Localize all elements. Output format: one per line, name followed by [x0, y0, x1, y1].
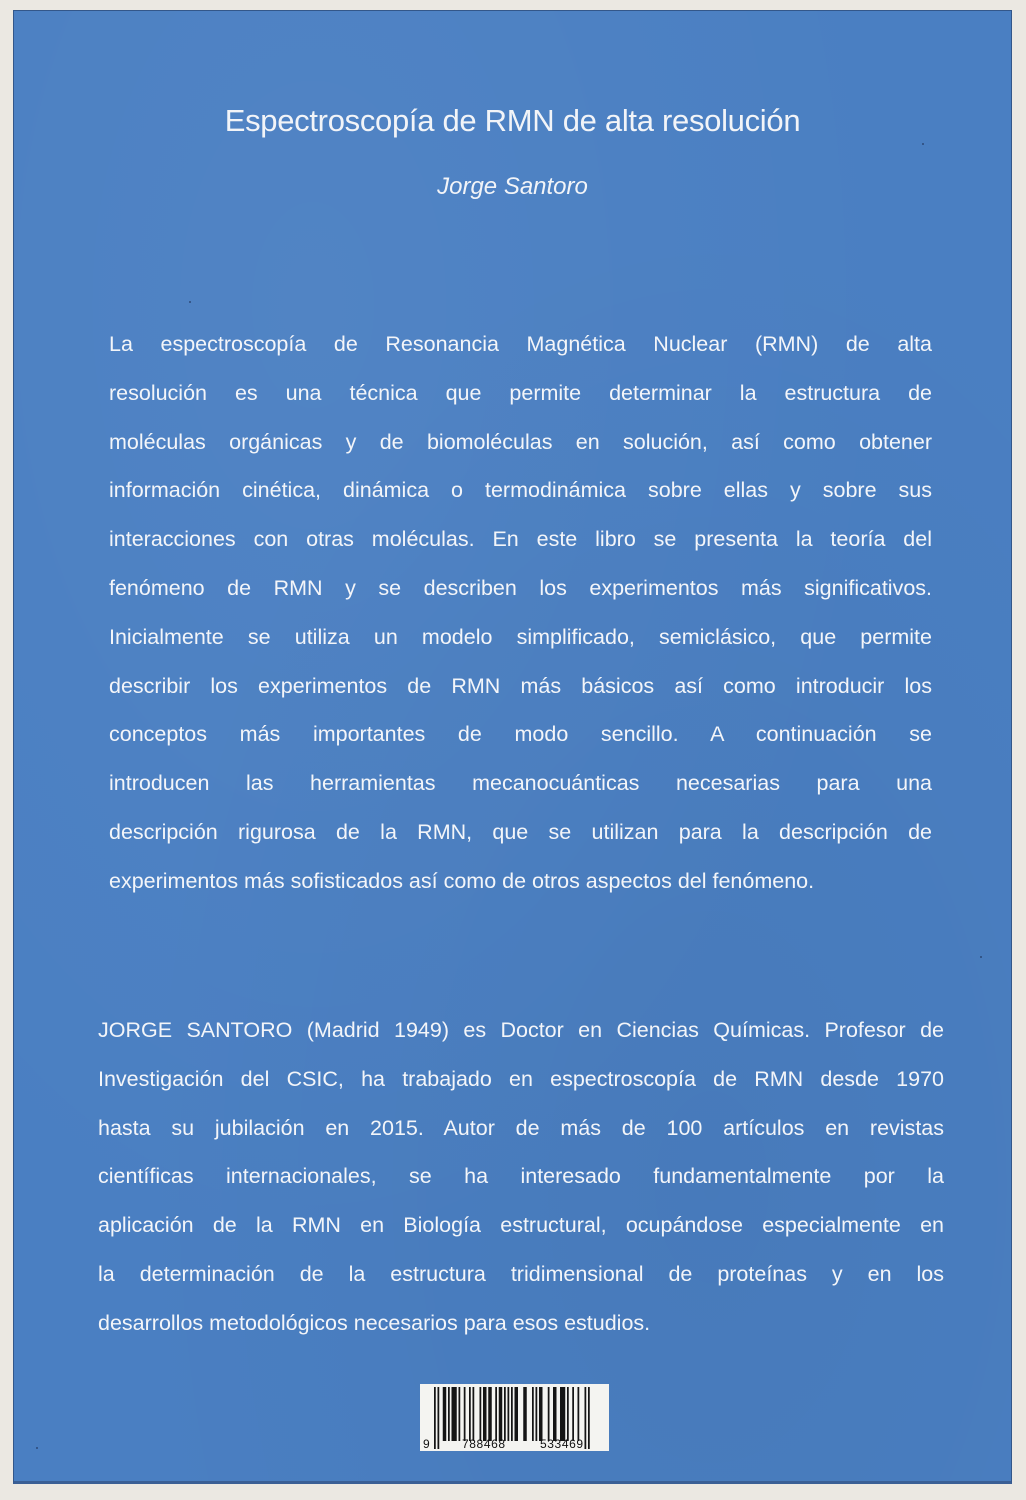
- synopsis-line: experimentos más sofisticados así como de otros aspectos del fenómeno.: [109, 868, 815, 893]
- barcode-bar: [523, 1387, 527, 1441]
- barcode-bar: [443, 1387, 447, 1441]
- bio-line: Investigación del CSIC, ha trabajado en espectroscopía de RMN desde 1970: [98, 1066, 944, 1091]
- barcode-bar: [536, 1387, 538, 1441]
- isbn-barcode: [420, 1384, 609, 1451]
- synopsis-line: interacciones con otras moléculas. En este libro se presenta la teoría del: [109, 527, 932, 552]
- barcode-bar: [473, 1387, 475, 1441]
- barcode-left-digits: 788468: [462, 1437, 506, 1451]
- synopsis-line: información cinética, dinámica o termodinámica sobre ellas y sobre sus: [109, 478, 932, 503]
- barcode-bar: [495, 1387, 497, 1441]
- book-title: Espectroscopía de RMN de alta resolución: [224, 103, 801, 138]
- synopsis-line: describir los experimentos de RMN más básicos así como introducir los: [109, 673, 932, 698]
- barcode-bar: [438, 1387, 440, 1449]
- bio-line: científicas internacionales, se ha interesado fundamentalmente por la: [98, 1164, 944, 1189]
- barcode-bar: [511, 1387, 513, 1441]
- barcode-bar: [434, 1387, 436, 1449]
- bio-line: la determinación de la estructura tridimensional de proteínas y en los: [98, 1261, 944, 1286]
- barcode-bar: [459, 1387, 461, 1441]
- barcode-bar: [588, 1387, 590, 1449]
- barcode-right-digits: 533469: [540, 1437, 584, 1451]
- print-speck: [36, 1447, 38, 1449]
- synopsis-line: moléculas orgánicas y de biomoléculas en solución, así como obtener: [109, 429, 932, 454]
- barcode-bar: [548, 1387, 550, 1441]
- barcode-bar: [448, 1387, 450, 1441]
- barcode-bar: [572, 1387, 574, 1441]
- barcode-bar: [532, 1387, 534, 1441]
- synopsis-line: conceptos más importantes de modo sencillo. A continuación se: [109, 722, 932, 747]
- barcode-bar: [585, 1387, 587, 1449]
- bio-line: aplicación de la RMN en Biología estructural, ocupándose especialmente en: [98, 1213, 944, 1238]
- synopsis-line: resolución es una técnica que permite determinar la estructura de: [109, 380, 932, 405]
- synopsis-line: descripción rigurosa de la RMN, que se utilizan para la descripción de: [109, 819, 932, 844]
- barcode-bar: [504, 1387, 506, 1441]
- synopsis-paragraph: [109, 320, 932, 906]
- author-bio-paragraph: [98, 1006, 944, 1348]
- barcode-bar: [515, 1387, 519, 1441]
- synopsis-line: introducen las herramientas mecanocuánticas necesarias para una: [109, 771, 932, 796]
- barcode-bar: [483, 1387, 487, 1441]
- synopsis-line: Inicialmente se utiliza un modelo simplificado, semiclásico, que permite: [109, 624, 932, 649]
- print-speck: [980, 956, 982, 958]
- bio-line: JORGE SANTORO (Madrid 1949) es Doctor en Ciencias Químicas. Profesor de: [98, 1018, 944, 1042]
- barcode-bar: [539, 1387, 543, 1441]
- barcode-bar: [567, 1387, 569, 1441]
- barcode-bar: [488, 1387, 492, 1441]
- book-author: Jorge Santoro: [437, 173, 588, 200]
- print-speck: [189, 301, 191, 303]
- barcode-bar: [464, 1387, 466, 1441]
- bio-line: desarrollos metodológicos necesarios para esos estudios.: [98, 1310, 651, 1335]
- barcode-bar: [560, 1387, 565, 1441]
- barcode-bar: [480, 1387, 482, 1441]
- synopsis-line: La espectroscopía de Resonancia Magnética Nuclear (RMN) de alta: [109, 332, 932, 356]
- bio-line: hasta su jubilación en 2015. Autor de más de 100 artículos en revistas: [98, 1115, 944, 1140]
- book-back-cover: [13, 10, 1012, 1484]
- barcode-first-digit: 9: [423, 1437, 430, 1451]
- barcode-bar: [578, 1387, 580, 1441]
- barcode-bar: [499, 1387, 503, 1441]
- barcode-bar: [452, 1387, 457, 1441]
- barcode-bar: [508, 1387, 510, 1441]
- barcode-bar: [553, 1387, 557, 1441]
- barcode-bar: [469, 1387, 471, 1441]
- synopsis-line: fenómeno de RMN y se describen los experimentos más significativos.: [109, 575, 932, 600]
- print-speck: [922, 143, 924, 145]
